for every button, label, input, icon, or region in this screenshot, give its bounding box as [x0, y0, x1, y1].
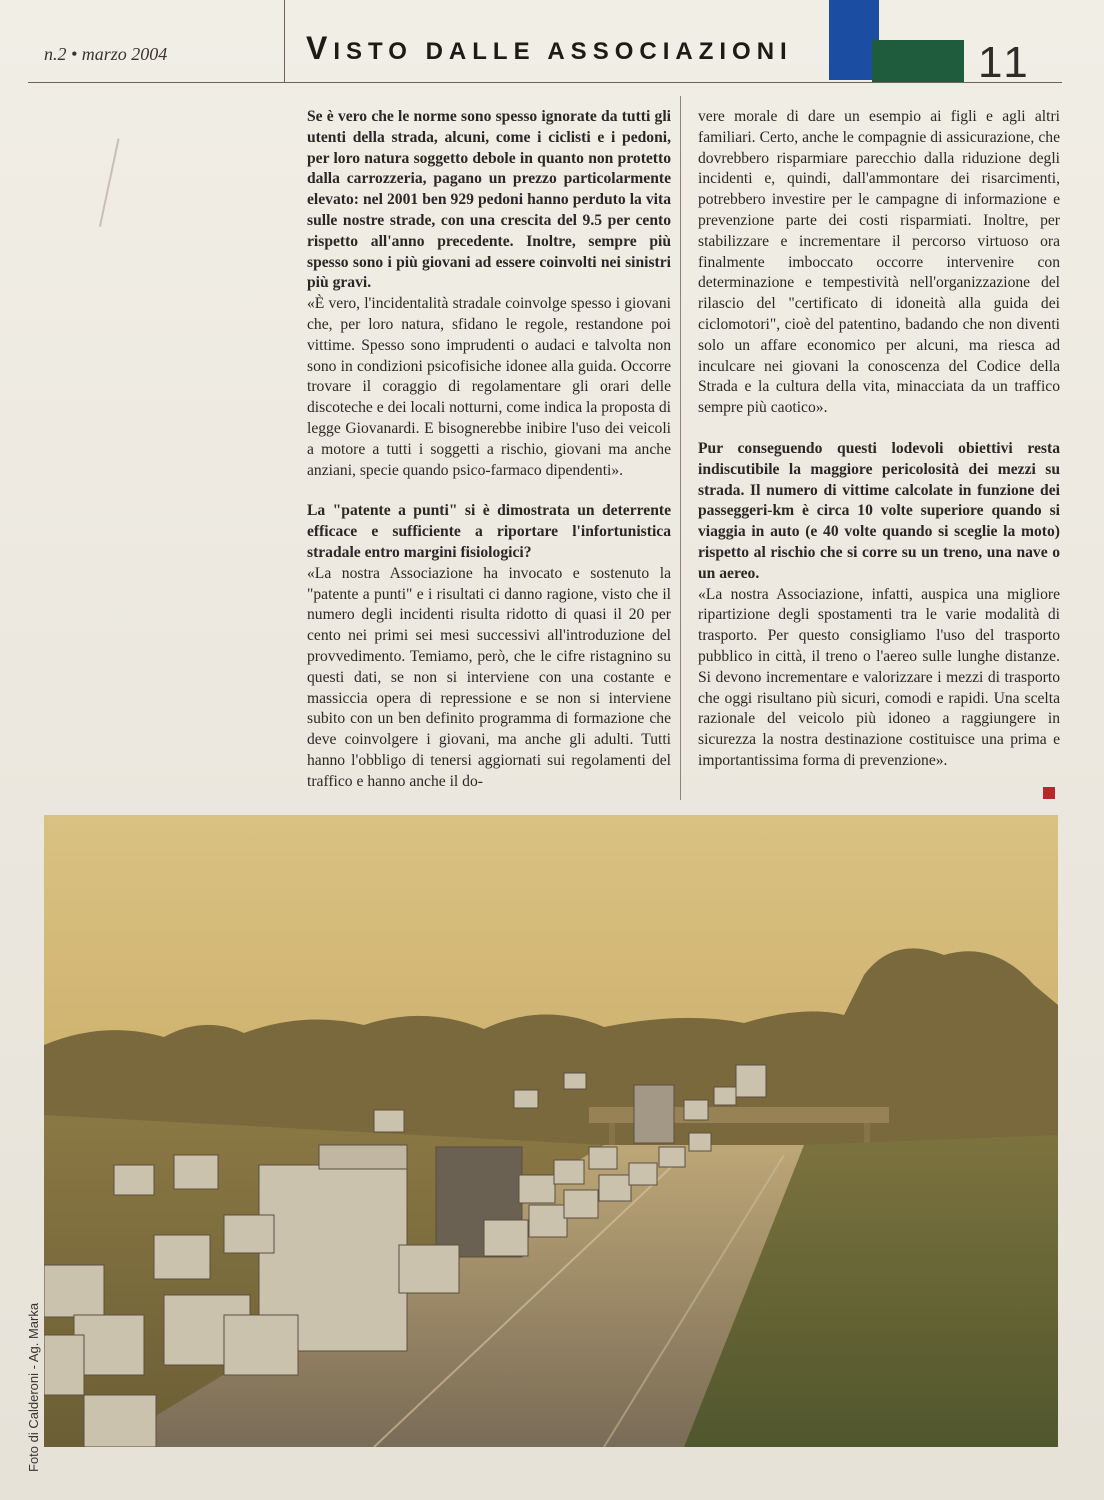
decor-green-block [872, 40, 964, 82]
answer-paragraph-2-continued: vere morale di dare un esempio ai figli e agli altri familiari. Certo, anche le compagnie di assicurazione, che dovrebbero risparmiare parecchio dalla riduzione degli incidenti e, quindi, dall'ammontare dei risarcimenti, potrebbero investire per le campagne di informazione e prevenzione parte dei costi risparmiati. Inoltre, per stabilizzare e incrementare il percorso virtuoso ora finalmente imboccato occorre intervenire con determinazione e tempestività nell'organizzazione del rilascio del "certificato di idoneità alla guida dei ciclomotori", cioè del patentino, badando che non diventi solo un affare economico per alcuni, ma riesca ad inculcare nei giovani la conoscenza del Codice della Strada e la cultura della vita, minacciata da un traffico sempre più caotico». [698, 108, 1060, 417]
intro-paragraph: Se è vero che le norme sono spesso ignorate da tutti gli utenti della strada, alcuni, come i ciclisti e i pedoni, per loro natura soggetto debole in quanto non protetto dalla carrozzeria, pagano un prezzo particolarmente elevato: nel 2001 ben 929 pedoni hanno perduto la vita sulle nostre strade, con una crescita del 9.5 per cento rispetto all'anno precedente. Inoltre, sempre più spesso sono i più giovani ad essere coinvolti nei sinistri più gravi. [307, 108, 671, 292]
section-title [306, 30, 793, 67]
question-2: Pur conseguendo questi lodevoli obiettivi resta indiscutibile la maggiore pericolosità dei mezzi su strada. Il numero di vittime calcolate in funzione dei passeggeri-km è circa 10 volte superiore quando si viaggia in auto (e 40 volte quando si sceglie la moto) rispetto al rischio che si corre su un treno, una nave o un aereo. [698, 439, 1060, 582]
answer-paragraph-3: «La nostra Associazione, infatti, auspica una migliore ripartizione degli spostamenti tra le varie modalità di trasporto. Per questo consigliamo l'uso del trasporto pubblico in città, il treno o l'aereo sulle lunghe distanze. Si devono incrementare e valorizzare i mezzi di trasporto che oggi risultano più sicuri, comodi e rapidi. Una scelta razionale del veicolo più idoneo a raggiungere in sicurezza la nostra destinazione costituisce una prima e importantissima forma di prevenzione». [698, 585, 1060, 769]
article-end-mark [1043, 787, 1055, 799]
answer-paragraph-1: «È vero, l'incidentalità stradale coinvolge spesso i giovani che, per loro natura, sfidano le regole, restandone poi vittime. Spesso sono imprudenti o audaci e talvolta non sono in condizioni psicofisiche idonee alla guida. Occorre trovare il coraggio di regolamentare gli orari delle discoteche e dei locali notturni, come indica la proposta di legge Giovanardi. E bisognerebbe inibire l'uso dei veicoli a motore a tutti i soggetti a rischio, giovani ma anche anziani, specie quando psico-farmaco dipendenti». [307, 295, 671, 479]
section-title-initial: V [306, 30, 334, 66]
answer-paragraph-2: «La nostra Associazione ha invocato e sostenuto la "patente a punti" e i risultati ci danno ragione, visto che il numero degli incidenti risulta ridotto di quasi il 20 per cento nei primi sei mesi successivi all'introduzione del provvedimento. Temiamo, però, che le cifre ristagnino su questi dati, se non si interviene con una costante e massiccia opera di repressione e se non si interviene subito con un ben definito programma di formazione che deve coinvolgere i giovani, ma anche gli adulti. Tutti hanno l'obbligo di tenersi aggiornati sui regolamenti del traffico e hanno anche il do- [307, 564, 671, 790]
highway-traffic-photo [44, 815, 1058, 1447]
article-column-right [698, 107, 1060, 772]
article-column-left [307, 107, 671, 793]
photo-illustration [44, 815, 1058, 1447]
question-1: La "patente a punti" si è dimostrata un deterrente efficace e sufficiente a riportare l'infortunistica stradale entro margini fisiologici? [307, 502, 671, 561]
header-divider-horizontal [28, 82, 1062, 83]
page-number: 11 [978, 38, 1032, 87]
header-divider-vertical [284, 0, 285, 82]
issue-date: n.2 • marzo 2004 [44, 44, 168, 64]
photo-credit: Foto di Calderoni - Ag. Marka [26, 1302, 41, 1472]
column-divider [680, 96, 681, 800]
section-title-rest: ISTO DALLE ASSOCIAZIONI [333, 38, 793, 65]
